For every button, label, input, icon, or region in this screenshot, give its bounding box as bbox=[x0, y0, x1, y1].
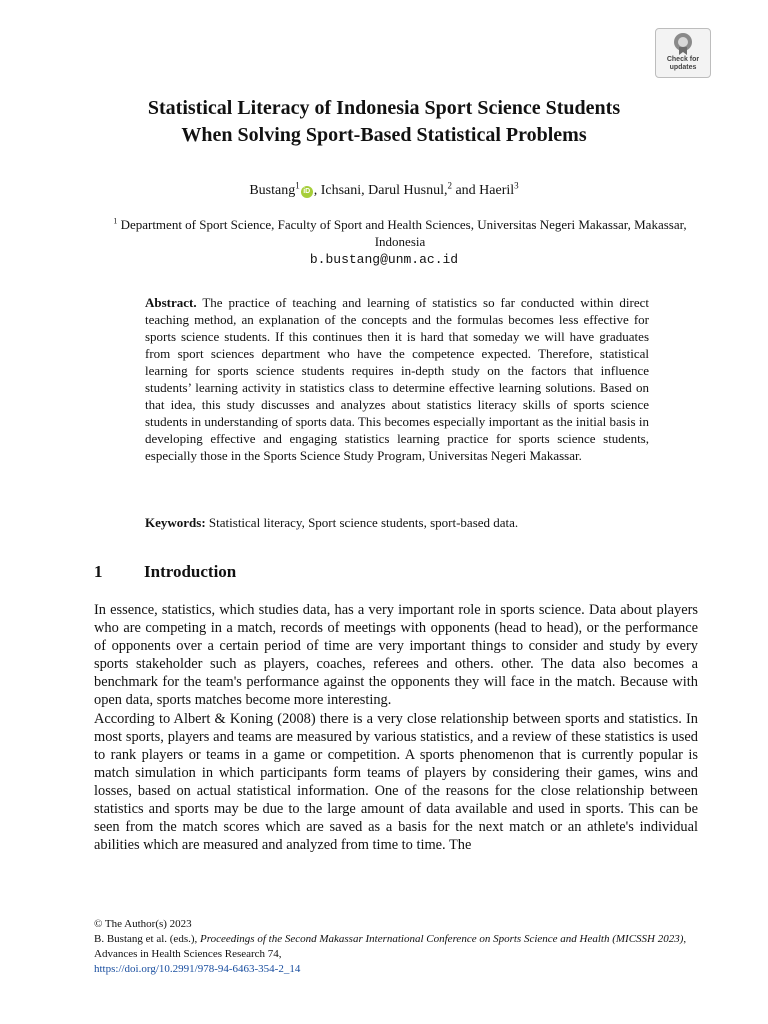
footer-citation bbox=[94, 917, 698, 977]
affiliation: $^1$ Department of Sport Science, Faculty of Sport and Health Sciences, Universitas Negeri Makassar, Makassar, Indonesia bbox=[113, 216, 687, 249]
author-list: Bustang$^1$iD , Ichsani, Darul Husnul,$^2$ and Haeril$^3$ bbox=[249, 180, 519, 198]
introduction-body bbox=[94, 601, 698, 854]
doi-link[interactable]: https://doi.org/10.2991/978-94-6463-354-2_14 bbox=[94, 963, 301, 975]
check-for-updates-badge[interactable] bbox=[655, 28, 711, 78]
paragraph: According to Albert & Koning (2008) there is a very close relationship between sports and statistics. In most sports, players and teams are measured by various statistics, and a review of these statistics is used to rank players or teams in a game or competition. A sports phenomenon that is currently popular is match simulation in which participants form teams of players by considering their games, wins and losses, based on actual statistical information. One of the reasons for the close relationship between statistics and sports may be due to the large amount of data available and used in sports. This can be seen from the match scores which are saved as a basis for the next match or an athlete's individual abilities which are measured and analyzed from time to time. The bbox=[94, 710, 698, 854]
email-link[interactable]: b.bustang@unm.ac.id bbox=[309, 252, 459, 267]
keywords: Keywords: Statistical literacy, Sport science students, sport-based data. bbox=[145, 515, 519, 530]
abstract-label: Abstract. bbox=[145, 295, 197, 310]
copyright: © The Author(s) 2023 bbox=[94, 918, 192, 930]
paper-title: Statistical Literacy of Indonesia Sport Science Students When Solving Sport-Based Statistical Problems bbox=[147, 97, 621, 146]
badge-text: Check for updates bbox=[666, 56, 700, 71]
abstract: Abstract. The practice of teaching and learning of statistics so far conducted within direct teaching method, an explanation of the concepts and the formulas becomes less effective for sports science students. If this continues then it is hard that someday we will have graduates from sport sciences department who have the competence expected. Therefore, statistical learning for sports science students requires in-depth study on the factors that influence students’ learning activity in statistics class to determine effective learning solutions. Based on that idea, this study discusses and analyzes about statistics literacy skills of sports science students in understanding of sports data. This becomes especially important as the initial basis in developing effective and engaging statistics learning practice for sports science students, especially those in the Sports Science Study Program, Universitas Negeri Makassar. bbox=[145, 295, 649, 463]
author-name: Bustang bbox=[249, 183, 296, 198]
section-heading: 1 Introduction bbox=[94, 562, 237, 581]
orcid-icon[interactable]: iD bbox=[301, 186, 313, 198]
bookmark-ribbon-icon bbox=[672, 32, 694, 56]
keywords-label: Keywords: bbox=[145, 515, 206, 530]
citation: B. Bustang et al. (eds.), Proceedings of the Second Makassar International Conference on Sports Science and Health (MICSSH 2023), Advances in Health Sciences Research 74, bbox=[94, 933, 687, 960]
paragraph: In essence, statistics, which studies data, has a very important role in sports science. Data about players who are competing in a match, records of meetings with opponents (head to head), or the performance of opponents over a certain period of time are very important things to consider and study by every sports stakeholder such as players, coaches, referees and others. other. The data also becomes a benchmark for the team's performance against the opponents they will face in the match. Because with open data, sports matches become more interesting. bbox=[94, 602, 698, 709]
